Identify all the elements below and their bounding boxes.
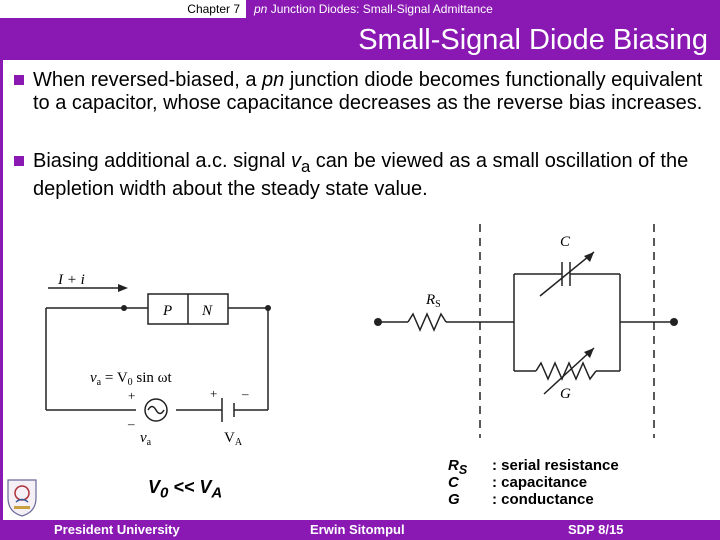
source-equation: $v_a = V_0$ sin ωt — [90, 370, 172, 388]
legend-row — [448, 491, 619, 508]
bullet-square-icon — [14, 75, 24, 85]
footer-institution: President University — [54, 522, 180, 537]
arrow-head-icon — [118, 284, 128, 292]
legend-symbol-text: R — [448, 457, 459, 474]
right-circuit-diagram — [368, 216, 698, 446]
legend-symbol — [448, 491, 492, 508]
bullet-2-post: can be viewed as a small oscillation of the depletion width about the steady state value. — [33, 150, 689, 200]
va-label: $v_a$ — [140, 430, 152, 448]
minus-1: – — [128, 416, 135, 431]
bullet-1 — [14, 69, 704, 115]
terminal-dot — [670, 318, 678, 326]
footer-page: SDP 8/15 — [568, 522, 624, 537]
bullet-2-var-sub: a — [300, 157, 311, 176]
bullet-2-var: v — [290, 150, 301, 172]
bullet-1-post: junction diode becomes functionally equivalent to a capacitor, whose capacitance decreases as the reverse bias increases. — [33, 69, 703, 114]
legend-symbol-sub: S — [458, 463, 468, 477]
minus-2: – — [242, 386, 249, 401]
terminal-dot — [374, 318, 382, 326]
bullet-2-text — [33, 150, 704, 201]
rs-label: $R_S$ — [426, 292, 441, 310]
plus-1: + — [128, 388, 136, 403]
bullet-2 — [14, 150, 704, 201]
current-label: I + i — [58, 272, 85, 288]
header-strip — [0, 0, 720, 18]
title-bar — [0, 18, 720, 60]
VA-label: $V_A$ — [224, 430, 243, 448]
note-va-sub: A — [211, 484, 223, 502]
topic-italic: pn — [254, 2, 268, 16]
legend-description: : serial resistance — [492, 457, 619, 474]
left-circuit-diagram — [36, 262, 296, 462]
bullet-square-icon — [14, 156, 24, 166]
legend-description: : conductance — [492, 491, 594, 508]
bullet-1-em: pn — [262, 69, 285, 91]
footer-bar — [0, 520, 720, 540]
topic-rest: Junction Diodes: Small-Signal Admittance — [267, 2, 493, 16]
plus-2: + — [210, 386, 218, 401]
variable-arrow-icon — [584, 252, 594, 262]
note-op: << — [168, 477, 200, 497]
note-v0-sub: 0 — [160, 484, 169, 502]
left-accent-line — [0, 60, 3, 520]
bullet-2-pre: Biasing additional a.c. signal — [33, 150, 291, 172]
legend-row — [448, 474, 619, 491]
legend-description: : capacitance — [492, 474, 588, 491]
c-label: C — [560, 234, 571, 250]
university-logo-icon — [4, 476, 40, 518]
node-dot — [121, 305, 127, 311]
bullet-1-text — [33, 69, 704, 115]
p-label: P — [163, 303, 173, 319]
bullet-1-pre: When reversed-biased, a — [33, 69, 263, 91]
note-va: V — [199, 477, 212, 497]
note-v0: V — [148, 477, 161, 497]
g-label: G — [560, 386, 571, 402]
slide-title: Small-Signal Diode Biasing — [358, 24, 708, 56]
footer-author: Erwin Sitompul — [310, 522, 405, 537]
bias-condition-note — [148, 477, 222, 502]
legend-symbol — [448, 474, 492, 491]
n-label: N — [202, 303, 213, 319]
legend-row — [448, 457, 619, 477]
topic-label — [246, 0, 720, 18]
node-dot — [265, 305, 271, 311]
legend-symbol-text: G — [448, 491, 460, 508]
chapter-label: Chapter 7 — [0, 0, 244, 18]
legend-symbol-text: C — [448, 474, 459, 491]
component-legend — [448, 457, 619, 508]
